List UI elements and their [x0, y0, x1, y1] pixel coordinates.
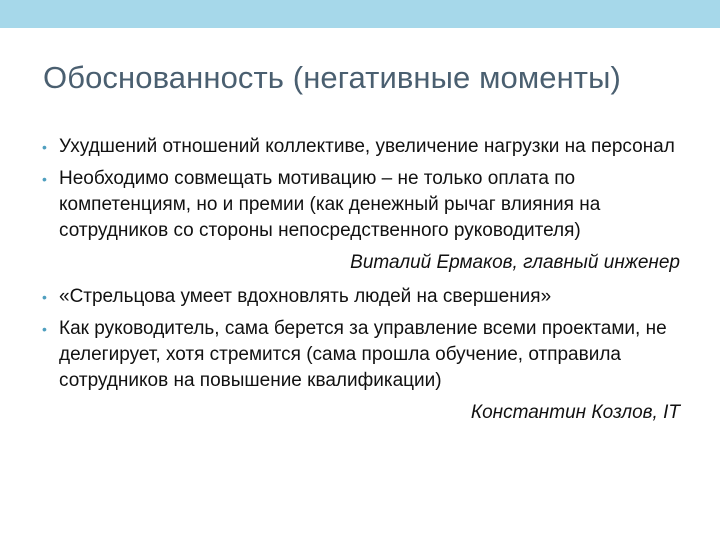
slide-title: Обоснованность (негативные моменты)	[43, 60, 621, 95]
quote-author: Виталий Ермаков, главный инженер	[350, 252, 680, 273]
bullet-text: «Стрельцова умеет вдохновлять людей на свершения»	[59, 286, 552, 307]
bullet-item	[42, 284, 690, 310]
bullet-text: Необходимо совмещать мотивацию – не только оплата по компетенциям, но и премии (как денежный рычаг влияния на сотрудников со стороны непосредственного руководителя)	[59, 168, 601, 241]
bullet-item	[42, 134, 690, 160]
bullet-text: Ухудшений отношений коллективе, увеличение нагрузки на персонал	[59, 136, 675, 157]
slide-content	[42, 134, 690, 434]
bullet-item	[42, 316, 690, 394]
quote-author: Константин Козлов, IT	[470, 402, 680, 423]
bullet-icon: •	[42, 139, 47, 155]
bullet-icon: •	[42, 171, 47, 187]
bullet-item	[42, 166, 690, 244]
bullet-icon: •	[42, 289, 47, 305]
bullet-icon: •	[42, 321, 47, 337]
top-accent-bar	[0, 0, 720, 28]
bullet-text: Как руководитель, сама берется за управление всеми проектами, не делегирует, хотя стремится (сама прошла обучение, отправила сотрудников на повышение квалификации)	[59, 318, 667, 391]
